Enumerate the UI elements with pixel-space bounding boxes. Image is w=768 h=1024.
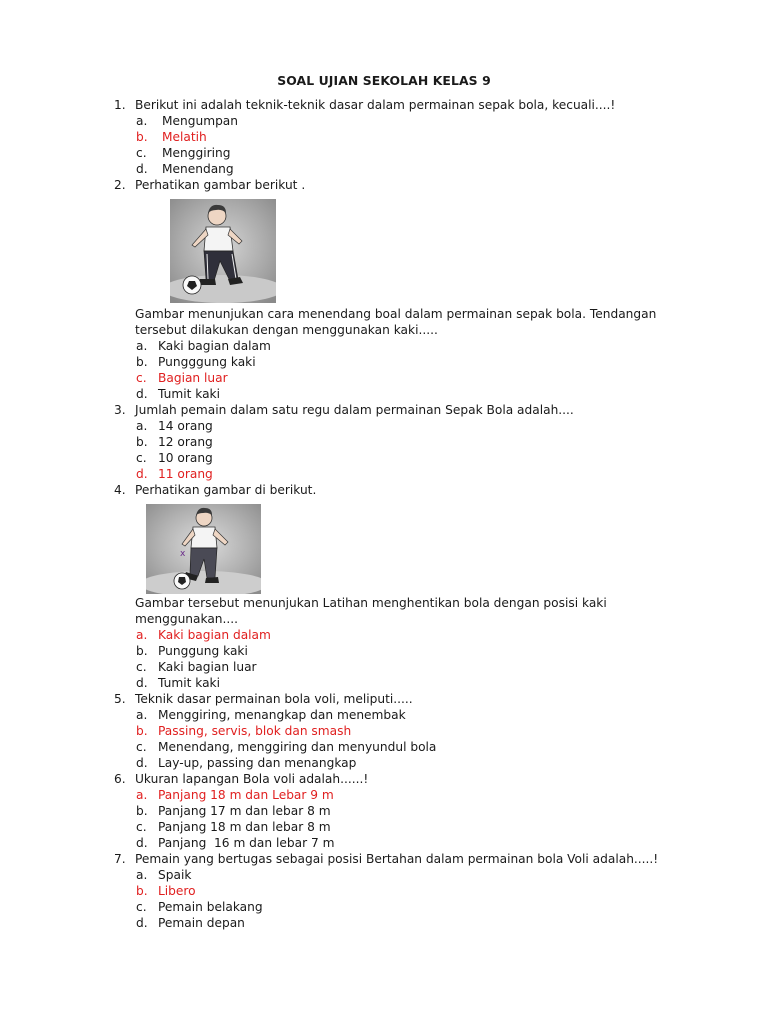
option-text: Panjang 17 m dan lebar 8 m — [158, 804, 331, 818]
option-text: Menendang — [162, 162, 234, 176]
question-text: Teknik dasar permainan bola voli, meliputi..... — [135, 692, 413, 706]
question-text: Gambar menunjukan cara menendang boal dalam permainan sepak bola. Tendangan — [135, 307, 657, 321]
option-letter: c. — [136, 660, 147, 674]
boy-kicking-ball-photo — [170, 199, 276, 303]
option-letter: d. — [136, 387, 148, 401]
option-letter: d. — [136, 916, 148, 930]
option-text: 12 orang — [158, 435, 213, 449]
option-letter: b. — [136, 435, 148, 449]
boy-stopping-ball-illustration — [146, 504, 261, 594]
option-text: Pungggung kaki — [158, 355, 256, 369]
question-number: 4. — [114, 483, 126, 497]
option-text-correct: Panjang 18 m dan Lebar 9 m — [158, 788, 334, 802]
question-text: menggunakan.... — [135, 612, 239, 626]
option-letter: a. — [136, 868, 148, 882]
option-letter: c. — [136, 451, 147, 465]
option-text-correct: Melatih — [162, 130, 207, 144]
option-letter: a. — [136, 114, 148, 128]
image-mark: x — [180, 549, 186, 559]
option-text: Menendang, menggiring dan menyundul bola — [158, 740, 437, 754]
option-text: Punggung kaki — [158, 644, 248, 658]
page-title: SOAL UJIAN SEKOLAH KELAS 9 — [277, 73, 491, 88]
question-text: Pemain yang bertugas sebagai posisi Bertahan dalam permainan bola Voli adalah.....! — [135, 852, 659, 866]
option-letter: c. — [136, 900, 147, 914]
option-letter: d. — [136, 676, 148, 690]
option-letter: b. — [136, 130, 148, 144]
question-text: Jumlah pemain dalam satu regu dalam permainan Sepak Bola adalah.... — [135, 403, 574, 417]
option-letter: d. — [136, 467, 148, 481]
option-letter: d. — [136, 756, 148, 770]
option-letter: b. — [136, 884, 148, 898]
option-letter: a. — [136, 788, 148, 802]
option-text: Lay-up, passing dan menangkap — [158, 756, 357, 770]
option-letter: a. — [136, 628, 148, 642]
option-text-correct: Bagian luar — [158, 371, 228, 385]
option-text-correct: Libero — [158, 884, 196, 898]
boy-stopping-ball-photo — [146, 504, 261, 594]
option-letter: d. — [136, 162, 148, 176]
option-letter: b. — [136, 804, 148, 818]
question-number: 2. — [114, 178, 126, 192]
question-text: Berikut ini adalah teknik-teknik dasar dalam permainan sepak bola, kecuali....! — [135, 98, 616, 112]
option-letter: c. — [136, 820, 147, 834]
option-text: Kaki bagian dalam — [158, 339, 271, 353]
option-text: Tumit kaki — [158, 387, 220, 401]
option-text: Panjang 16 m dan lebar 7 m — [158, 836, 335, 850]
option-text: Tumit kaki — [158, 676, 220, 690]
option-text-correct: Passing, servis, blok dan smash — [158, 724, 352, 738]
option-letter: a. — [136, 339, 148, 353]
option-text: Kaki bagian luar — [158, 660, 257, 674]
question-lead: Perhatikan gambar di berikut. — [135, 483, 317, 497]
option-text: Panjang 18 m dan lebar 8 m — [158, 820, 331, 834]
option-text: Mengumpan — [162, 114, 238, 128]
option-text: Menggiring — [162, 146, 231, 160]
question-number: 5. — [114, 692, 126, 706]
option-letter: a. — [136, 708, 148, 722]
option-letter: b. — [136, 724, 148, 738]
option-text: 10 orang — [158, 451, 213, 465]
option-text: Menggiring, menangkap dan menembak — [158, 708, 406, 722]
question-number: 6. — [114, 772, 126, 786]
option-letter: d. — [136, 836, 148, 850]
option-text-correct: Kaki bagian dalam — [158, 628, 271, 642]
question-lead: Perhatikan gambar berikut . — [135, 178, 306, 192]
option-text: 14 orang — [158, 419, 213, 433]
option-letter: c. — [136, 740, 147, 754]
option-letter: c. — [136, 371, 147, 385]
option-text: Spaik — [158, 868, 192, 882]
option-letter: c. — [136, 146, 147, 160]
boy-kicking-ball-illustration — [170, 199, 276, 303]
question-text: tersebut dilakukan dengan menggunakan kaki..... — [135, 323, 438, 337]
option-text: Pemain belakang — [158, 900, 263, 914]
option-text-correct: 11 orang — [158, 467, 213, 481]
question-number: 3. — [114, 403, 126, 417]
question-number: 1. — [114, 98, 126, 112]
question-number: 7. — [114, 852, 126, 866]
option-letter: a. — [136, 419, 148, 433]
option-letter: b. — [136, 644, 148, 658]
option-text: Pemain depan — [158, 916, 245, 930]
question-text: Ukuran lapangan Bola voli adalah......! — [135, 772, 369, 786]
option-letter: b. — [136, 355, 148, 369]
question-text: Gambar tersebut menunjukan Latihan menghentikan bola dengan posisi kaki — [135, 596, 607, 610]
